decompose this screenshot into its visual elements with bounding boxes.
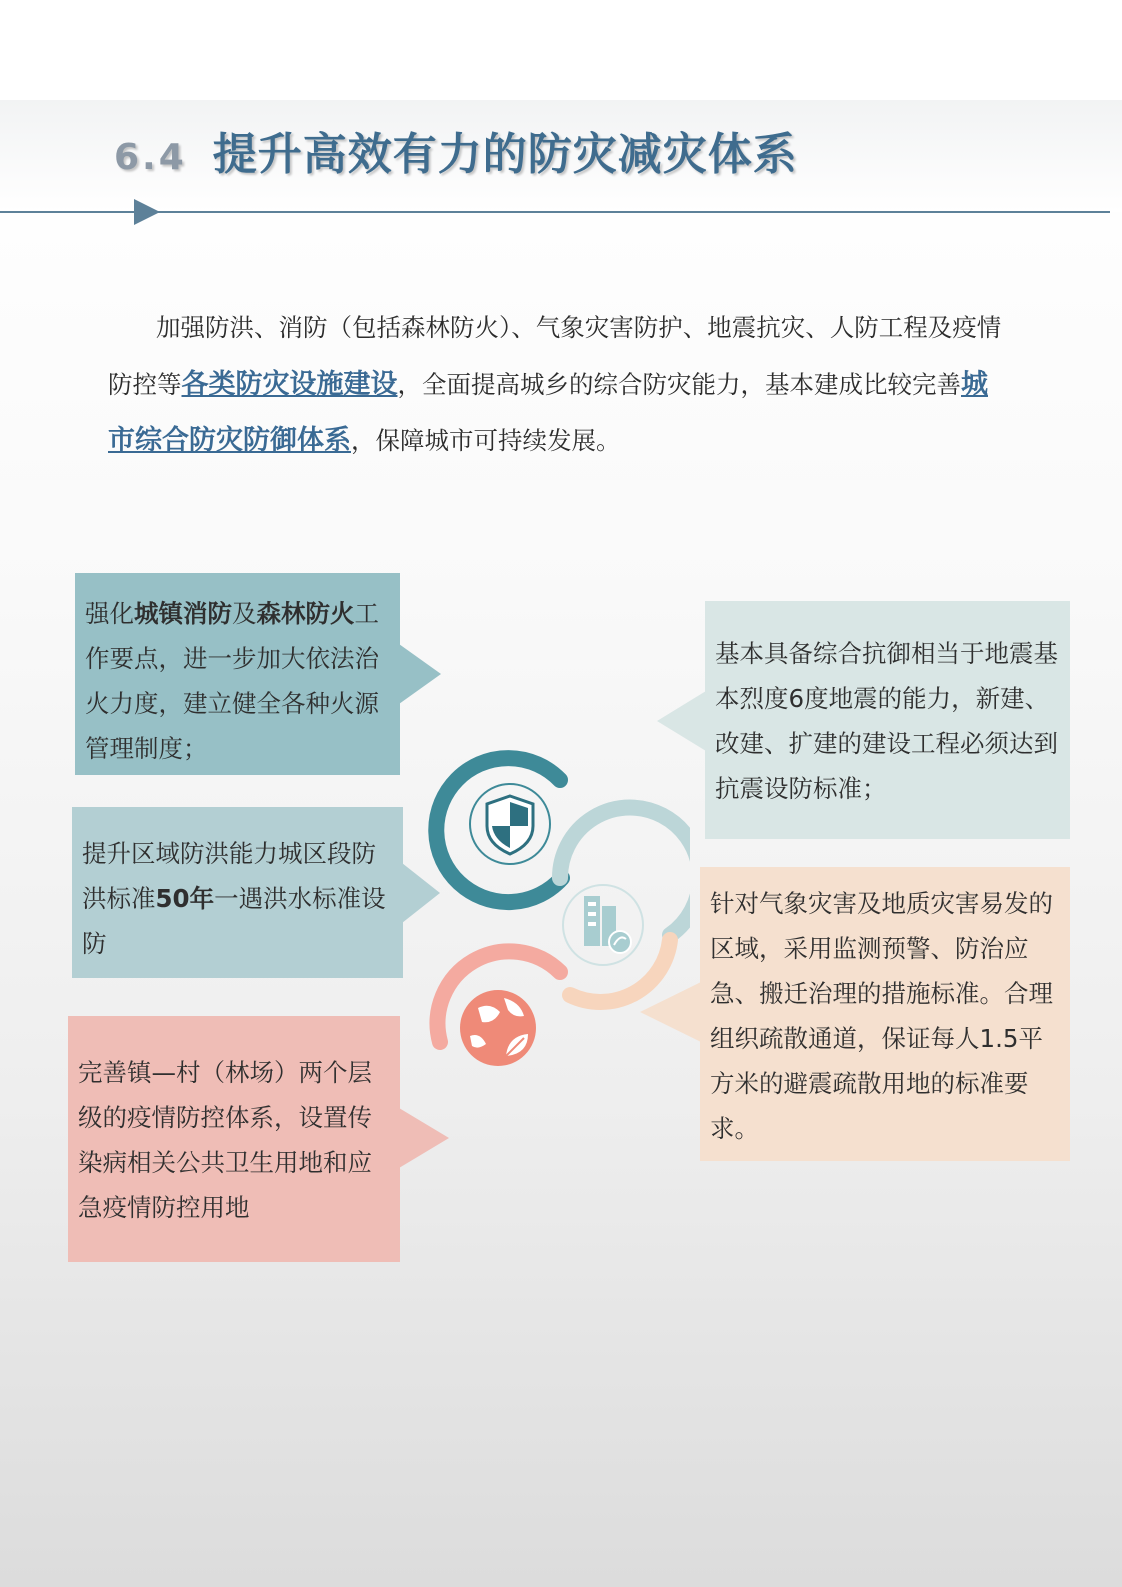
fire-bold-urban: 城镇消防: [134, 599, 232, 628]
flood-bold-years: 50年: [155, 884, 215, 913]
intro-highlight-2: 城市综合防灾防御体系: [108, 368, 988, 456]
fire-text-mid: 及: [232, 599, 257, 628]
center-icon-cluster: [420, 740, 690, 1080]
earth-leaf-icon: [460, 990, 536, 1066]
intro-highlight-1: 各类防灾设施建设: [181, 368, 398, 400]
fire-bold-forest: 森林防火: [256, 599, 355, 628]
fire-text-post: 工作要点，进一步加大依法治火力度，建立健全各种火源管理制度；: [85, 599, 379, 763]
earthquake-callout: [705, 601, 1070, 839]
intro-text-3: ，保障城市可持续发展。: [351, 426, 621, 455]
intro-text-1: 加强防洪、消防（包括森林防火）、气象灾害防护、地震抗灾、人防工程及疫情防控等: [108, 313, 1002, 399]
shield-icon: [487, 796, 533, 854]
epidemic-text: 完善镇—村（林场）两个层级的疫情防控体系，设置传染病相关公共卫生用地和应急疫情防控用地: [78, 1058, 372, 1222]
divider-line: [0, 211, 1110, 213]
fire-text-pre: 强化: [85, 599, 134, 628]
fire-callout-pointer: [399, 644, 441, 704]
green-building-icon: [584, 896, 631, 953]
section-title: [114, 118, 798, 178]
intro-paragraph: [108, 300, 1008, 470]
section-number: 6.4: [114, 137, 187, 178]
shield-ring: [436, 758, 562, 902]
section-title-text: 提升高效有力的防灾减灾体系: [212, 129, 798, 180]
fire-callout: [75, 573, 400, 775]
building-ring: [560, 808, 690, 1002]
flood-callout: [72, 807, 403, 978]
geo-hazard-callout: [700, 867, 1070, 1161]
play-arrow-icon: [134, 199, 160, 225]
epidemic-callout: [68, 1016, 400, 1262]
earthquake-text: 基本具备综合抗御相当于地震基本烈度6度地震的能力，新建、改建、扩建的建设工程必须达到抗震设防标准；: [715, 639, 1058, 803]
flood-text-post: 一遇洪水标准设防: [82, 884, 386, 958]
geo-hazard-text: 针对气象灾害及地质灾害易发的区域，采用监测预警、防治应急、搬迁治理的措施标准。合理组织疏散通道，保证每人1.5平方米的避震疏散用地的标准要求。: [710, 889, 1053, 1143]
earth-ring: [438, 951, 560, 1066]
intro-text-2: ，全面提高城乡的综合防灾能力，基本建成比较完善: [397, 369, 961, 399]
flood-text-pre: 提升区域防洪能力城区段防洪标准: [82, 839, 376, 913]
epidemic-callout-pointer: [399, 1108, 449, 1168]
